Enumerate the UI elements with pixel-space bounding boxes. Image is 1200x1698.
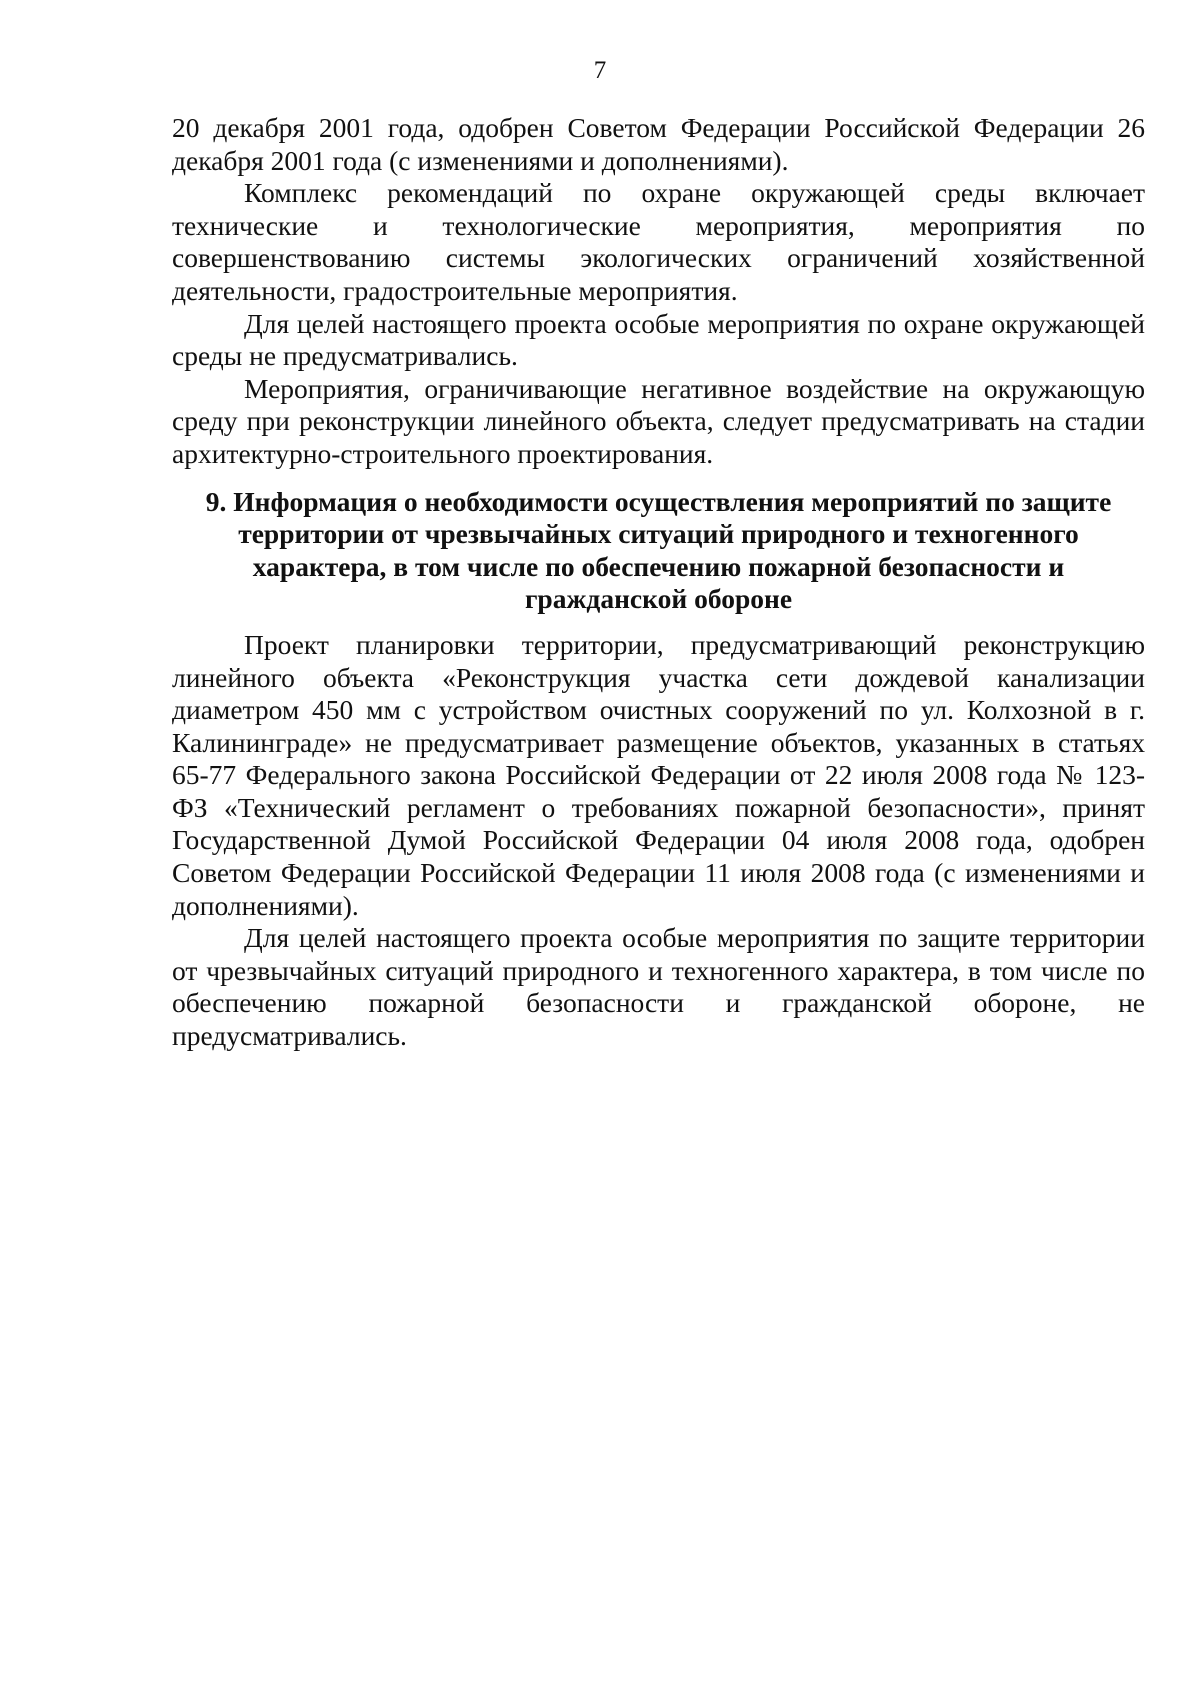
- paragraph-continuation: 20 декабря 2001 года, одобрен Советом Федерации Российской Федерации 26 декабря 2001 года (с изменениями и дополнениями).: [172, 112, 1145, 176]
- paragraph-no-special-measures: Для целей настоящего проекта особые мероприятия по охране окружающей среды не предусматривались.: [172, 307, 1145, 372]
- section-heading: 9. Информация о необходимости осуществления мероприятий по защите территории от чрезвычайных ситуаций природного и техногенного характера, в том числе по обеспечению пожарной безопасности и гражданской обороне: [205, 485, 1112, 615]
- document-body: [172, 112, 1145, 1053]
- page-number: 7: [593, 57, 607, 84]
- paragraph-emergency-measures: Для целей настоящего проекта особые мероприятия по защите территории от чрезвычайных ситуаций природного и техногенного характера, в том числе по обеспечению пожарной безопасности и гражданской обороне, не предусматривались.: [172, 922, 1145, 1052]
- paragraph-negative-impact: Мероприятия, ограничивающие негативное воздействие на окружающую среду при реконструкции линейного объекта, следует предусматривать на стадии архитектурно-строительного проектирования.: [172, 372, 1145, 469]
- paragraph-planning-project: Проект планировки территории, предусматривающий реконструкцию линейного объекта «Реконструкция участка сети дождевой канализации диаметром 450 мм с устройством очистных сооружений по ул. Колхозной в г. Калининграде» не предусматривает размещение объектов, указанных в статьях 65-77 Федерального закона Российской Федерации от 22 июля 2008 года № 123-ФЗ «Технический регламент о требованиях пожарной безопасности», принят Государственной Думой Российской Федерации 04 июля 2008 года, одобрен Советом Федерации Российской Федерации 11 июля 2008 года (с изменениями и дополнениями).: [172, 628, 1145, 921]
- paragraph-recommendations: Комплекс рекомендаций по охране окружающей среды включает технические и технологические мероприятия, мероприятия по совершенствованию системы экологических ограничений хозяйственной деятельности, градостроительные мероприятия.: [172, 177, 1145, 306]
